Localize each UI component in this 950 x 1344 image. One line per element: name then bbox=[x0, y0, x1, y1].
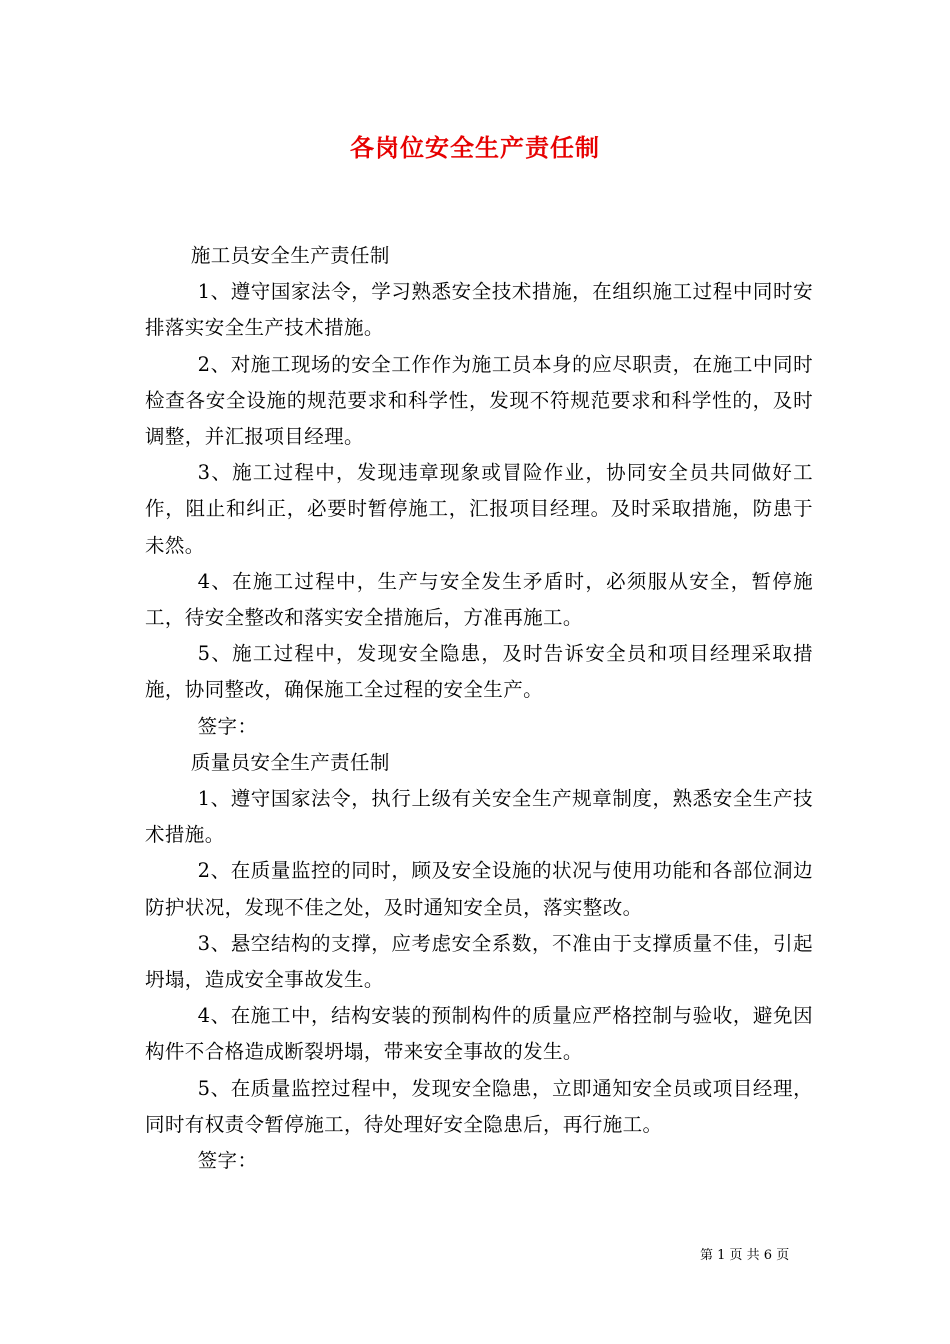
paragraph-item: 1、遵守国家法令，执行上级有关安全生产规章制度，熟悉安全生产技术措施。 bbox=[145, 787, 813, 847]
signature-line: 签字： bbox=[197, 714, 258, 738]
paragraph-item: 5、在质量监控过程中，发现安全隐患，立即通知安全员或项目经理，同时有权责令暂停施工，待处理好安全隐患后，再行施工。 bbox=[145, 1076, 813, 1136]
paragraph-item: 4、在施工过程中，生产与安全发生矛盾时，必须服从安全，暂停施工，待安全整改和落实安全措施后，方准再施工。 bbox=[145, 569, 813, 630]
paragraph-item: 2、在质量监控的同时，顾及安全设施的状况与使用功能和各部位洞边防护状况，发现不佳之处，及时通知安全员，落实整改。 bbox=[145, 859, 813, 919]
section-heading-quality: 质量员安全生产责任制 bbox=[190, 750, 390, 774]
paragraph-item: 2、对施工现场的安全工作作为施工员本身的应尽职责，在施工中同时检查各安全设施的规范要求和科学性，发现不符规范要求和科学性的，及时调整，并汇报项目经理。 bbox=[145, 352, 813, 449]
paragraph-item: 5、施工过程中，发现安全隐患，及时告诉安全员和项目经理采取措施，协同整改，确保施工全过程的安全生产。 bbox=[145, 642, 813, 702]
section-heading-construction: 施工员安全生产责任制 bbox=[190, 244, 390, 267]
signature-line: 签字： bbox=[197, 1149, 258, 1173]
paragraph-item: 3、施工过程中，发现违章现象或冒险作业，协同安全员共同做好工作，阻止和纠正，必要时暂停施工，汇报项目经理。及时采取措施，防患于未然。 bbox=[145, 461, 813, 557]
paragraph-item: 4、在施工中，结构安装的预制构件的质量应严格控制与验收，避免因构件不合格造成断裂坍塌，带来安全事故的发生。 bbox=[145, 1004, 813, 1064]
page-number: 第 1 页 共 6 页 bbox=[700, 1248, 790, 1263]
document-body bbox=[145, 238, 813, 1179]
document-title: 各岗位安全生产责任制 bbox=[350, 133, 600, 162]
paragraph-item: 3、悬空结构的支撑，应考虑安全系数，不准由于支撑质量不佳，引起坍塌，造成安全事故发生。 bbox=[145, 931, 813, 992]
paragraph-item: 1、遵守国家法令，学习熟悉安全技术措施，在组织施工过程中同时安排落实安全生产技术措施。 bbox=[145, 280, 813, 340]
